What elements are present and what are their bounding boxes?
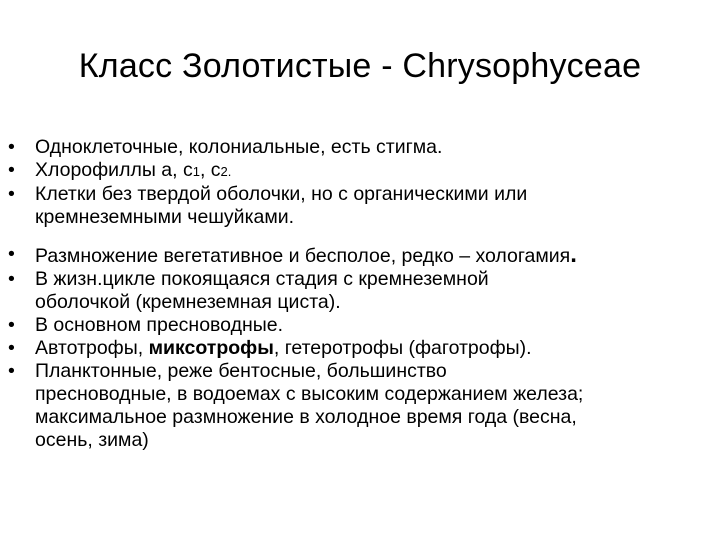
chlorophyll-text: Хлорофиллы а, с <box>35 159 193 181</box>
bullet-icon: • <box>8 136 15 158</box>
item-text-line-2: оболочкой (кремнеземная циста). <box>35 291 341 313</box>
chlorophyll-sep: , с <box>199 159 221 181</box>
item-text-line-3: максимальное размножение в холодное время года (весна, <box>35 406 577 428</box>
list-item <box>8 337 716 360</box>
reproduction-period: . <box>570 241 577 268</box>
chlorophyll-end: . <box>227 164 232 179</box>
item-text-line-2: пресноводные, в водоемах с высоким содержанием железа; <box>35 383 584 405</box>
list-item <box>8 268 716 314</box>
item-text: Одноклеточные, колониальные, есть стигма. <box>35 136 443 158</box>
item-text <box>35 243 716 268</box>
list-item <box>8 243 716 268</box>
bullet-icon: • <box>8 268 15 290</box>
bullet-list <box>8 136 716 452</box>
item-text-line-1: Клетки без твердой оболочки, но с органическими или <box>35 183 528 205</box>
reproduction-text: Размножение вегетативное и бесполое, редко – хологамия <box>35 245 571 267</box>
bullet-icon: • <box>8 183 15 205</box>
list-item <box>8 314 716 337</box>
item-text: В основном пресноводные. <box>35 314 284 336</box>
nutrition-bold: миксотрофы <box>148 337 274 359</box>
item-text-line-2: кремнеземными чешуйками. <box>35 206 295 228</box>
item-text-line-4: осень, зима) <box>35 429 149 451</box>
bullet-icon: • <box>8 159 15 181</box>
item-text-line-1: Планктонные, реже бентосные, большинство <box>35 360 447 382</box>
nutrition-rest: , гетеротрофы (фаготрофы). <box>273 337 532 359</box>
subscript-2: 2 <box>220 164 228 179</box>
item-text <box>35 337 716 360</box>
nutrition-text: Автотрофы, <box>35 337 149 359</box>
bullet-icon: • <box>8 337 15 359</box>
bullet-icon: • <box>8 360 15 382</box>
list-item <box>8 136 716 159</box>
list-item <box>8 183 716 229</box>
bullet-icon: • <box>8 243 15 265</box>
bullet-icon: • <box>8 314 15 336</box>
list-item <box>8 360 716 452</box>
slide-title: Класс Золотистые - Chrysophyceae <box>78 47 642 85</box>
item-text <box>35 159 716 183</box>
item-text-line-1: В жизн.цикле покоящаяся стадия с кремнеземной <box>35 268 489 290</box>
list-item <box>8 159 716 183</box>
subscript-1: 1 <box>192 164 200 179</box>
